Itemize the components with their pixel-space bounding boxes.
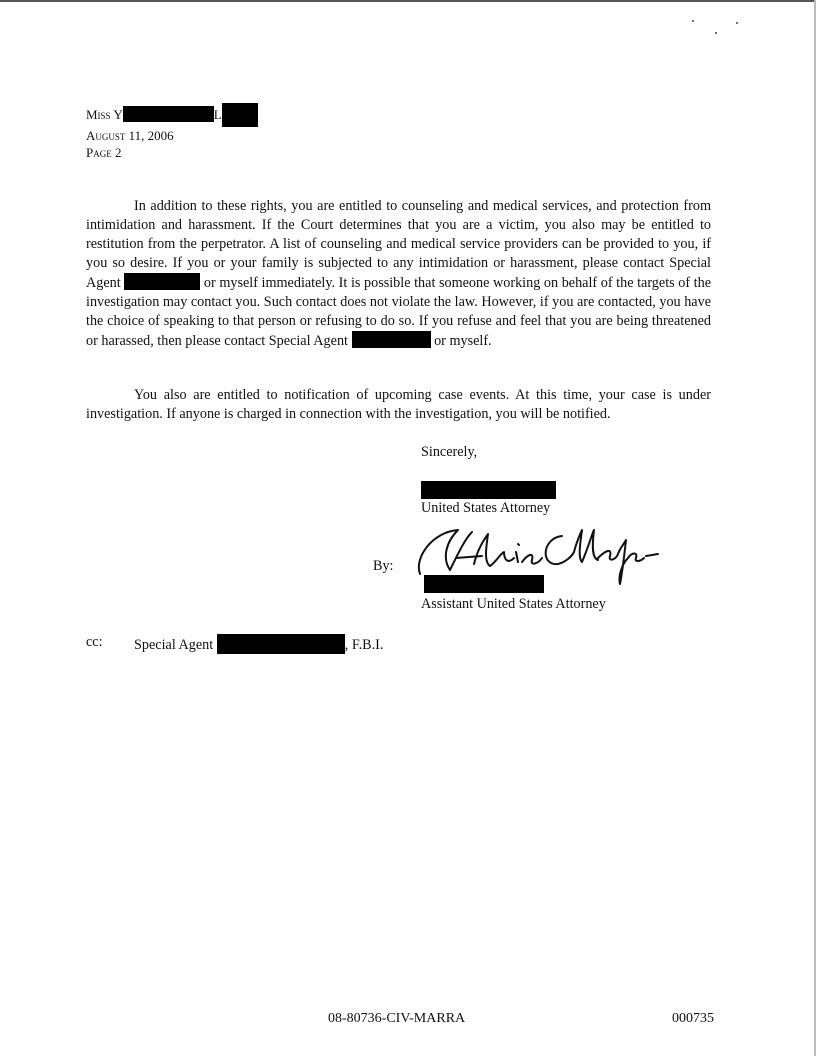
ausa-title: Assistant United States Attorney — [421, 596, 606, 612]
redaction-box — [424, 575, 544, 593]
recipient-prefix: Miss Y — [86, 107, 123, 122]
redaction-box — [222, 103, 258, 127]
closing-sincerely: Sincerely, — [421, 444, 478, 460]
letter-date: August 11, 2006 — [86, 128, 174, 143]
redaction-box — [421, 481, 556, 499]
redaction-box — [123, 106, 214, 122]
paragraph-rights-part3: or myself. — [434, 333, 492, 349]
paragraph-notification: You also are entitled to notification of upcoming case events. At this time, your case is under investigation. If anyone is charged in connection with the investigation, you will be notified. — [86, 387, 711, 422]
bates-number: 000735 — [672, 1011, 714, 1026]
recipient-mid: L — [213, 107, 222, 122]
cc-line — [134, 634, 383, 654]
recipient-line — [86, 103, 258, 127]
case-number: 08-80736-CIV-MARRA — [328, 1011, 466, 1026]
scan-specks — [688, 18, 748, 38]
paragraph-rights — [86, 197, 711, 351]
paragraph-rights-part2: or myself immediately. It is possible that someone working on behalf of the targets of the investigation may contact you. Such contact does not violate the law. However, if you are contacted, you have the choice of speaking to that person or refusing to do so. If you refuse and feel that you are being threatened or harassed, then please contact Special Agent — [86, 275, 712, 349]
redaction-box — [124, 273, 200, 290]
paragraph-rights-part1: In addition to these rights, you are entitled to counseling and medical services, and protection from intimidation and harassment. If the Court determines that you are a victim, you also may be entitled to restitution from the perpetrator. A list of counseling and medical service providers can be provided to you, if you so desire. If you or your family is subjected to any intimidation or harassment, please contact Special Agent — [86, 198, 711, 291]
letter-header — [86, 103, 258, 161]
redaction-box — [217, 634, 345, 654]
scan-top-border — [0, 0, 816, 2]
by-label: By: — [373, 558, 394, 574]
cc-label: cc: — [86, 634, 103, 650]
cc-suffix: , F.B.I. — [344, 637, 384, 653]
letter-body — [86, 197, 711, 351]
us-attorney-title: United States Attorney — [421, 500, 551, 516]
page-number: Page 2 — [86, 145, 122, 160]
cc-prefix: Special Agent — [134, 637, 214, 653]
redaction-box — [352, 331, 431, 348]
